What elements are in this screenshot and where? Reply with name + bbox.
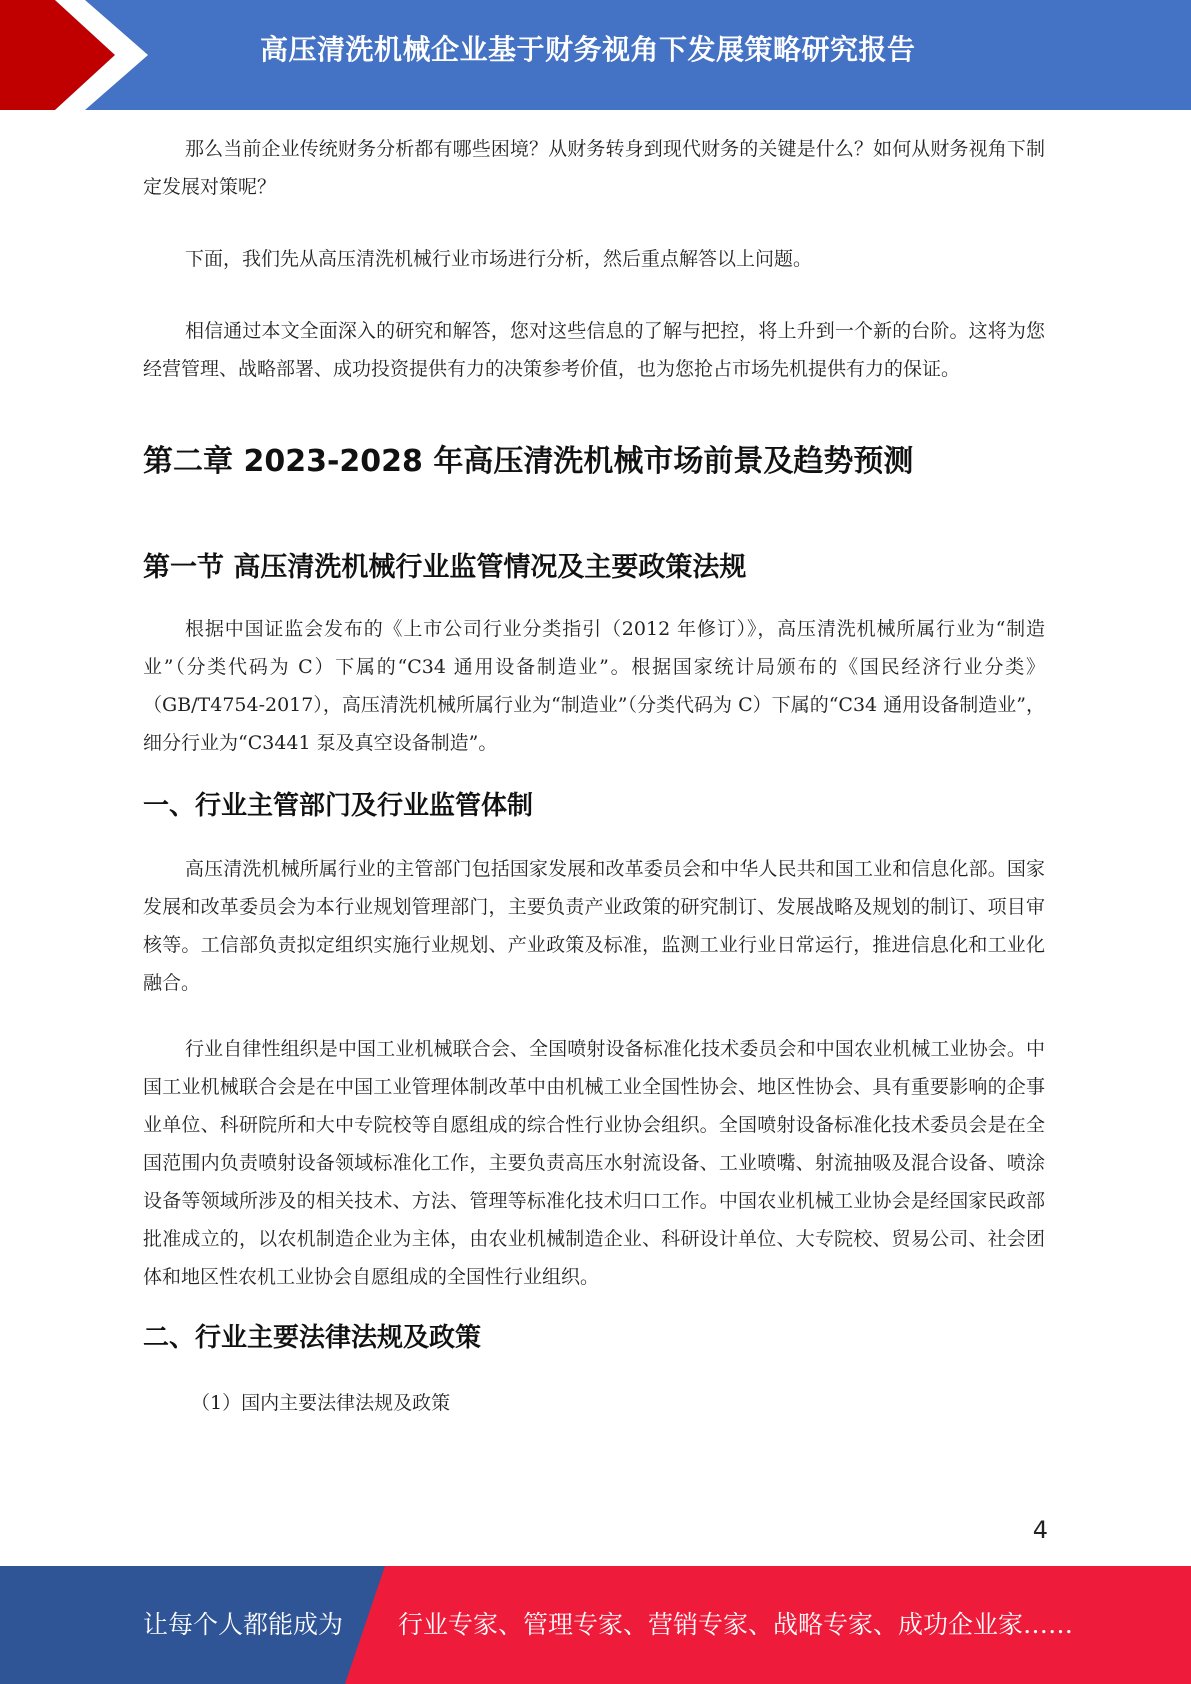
subsection-title-1: 一、行业主管部门及行业监管体制 bbox=[143, 791, 534, 821]
subsection-1-paragraph-1: 高压清洗机械所属行业的主管部门包括国家发展和改革委员会和中华人民共和国工业和信息化部。国家发展和改革委员会为本行业规划管理部门，主要负责产业政策的研究制订、发展战略及规划的制订、项目审核等。工信部负责拟定组织实施行业规划、产业政策及标准，监测工业行业日常运行，推进信息化和工业化融合。 bbox=[143, 858, 1045, 994]
page-footer bbox=[0, 1566, 1191, 1684]
intro-paragraph-2: 下面，我们先从高压清洗机械行业市场进行分析，然后重点解答以上问题。 bbox=[185, 248, 813, 270]
footer-slogan-left: 让每个人都能成为 bbox=[143, 1610, 344, 1639]
header-title: 高压清洗机械企业基于财务视角下发展策略研究报告 bbox=[260, 33, 916, 66]
page-number: 4 bbox=[1032, 1516, 1048, 1544]
list-item-1: （1）国内主要法律法规及政策 bbox=[191, 1392, 451, 1414]
footer-slogan-right: 行业专家、管理专家、营销专家、战略专家、成功企业家…… bbox=[398, 1610, 1074, 1639]
intro-paragraph-1: 那么当前企业传统财务分析都有哪些困境？从财务转身到现代财务的关键是什么？如何从财务视角下制定发展对策呢？ bbox=[143, 138, 1045, 198]
document-body bbox=[143, 130, 1045, 1422]
page-header bbox=[0, 0, 1191, 110]
section-paragraph-1: 根据中国证监会发布的《上市公司行业分类指引（2012 年修订）》，高压清洗机械所属行业为“制造业”（分类代码为 C）下属的“C34 通用设备制造业”。根据国家统计局颁布的《国民经济行业分类》（GB/T4754-2017），高压清洗机械所属行业为“制造业”（分类代码为 C）下属的“C34 通用设备制造业”，细分行业为“C3441 泵及真空设备制造”。 bbox=[143, 618, 1045, 754]
subsection-title-2: 二、行业主要法律法规及政策 bbox=[143, 1323, 482, 1353]
intro-paragraph-3: 相信通过本文全面深入的研究和解答，您对这些信息的了解与把控，将上升到一个新的台阶。这将为您经营管理、战略部署、成功投资提供有力的决策参考价值，也为您抢占市场先机提供有力的保证。 bbox=[143, 320, 1045, 380]
subsection-1-paragraph-2: 行业自律性组织是中国工业机械联合会、全国喷射设备标准化技术委员会和中国农业机械工业协会。中国工业机械联合会是在中国工业管理体制改革中由机械工业全国性协会、地区性协会、具有重要影响的企事业单位、科研院所和大中专院校等自愿组成的综合性行业协会组织。全国喷射设备标准化技术委员会是在全国范围内负责喷射设备领域标准化工作，主要负责高压水射流设备、工业喷嘴、射流抽吸及混合设备、喷涂设备等领域所涉及的相关技术、方法、管理等标准化技术归口工作。中国农业机械工业协会是经国家民政部批准成立的，以农机制造企业为主体，由农业机械制造企业、科研设计单位、大专院校、贸易公司、社会团体和地区性农机工业协会自愿组成的全国性行业组织。 bbox=[143, 1038, 1045, 1288]
section-title: 第一节 高压清洗机械行业监管情况及主要政策法规 bbox=[143, 552, 747, 583]
chapter-title: 第二章 2023-2028 年高压清洗机械市场前景及趋势预测 bbox=[143, 444, 914, 479]
header-chevron-decoration bbox=[0, 0, 150, 110]
